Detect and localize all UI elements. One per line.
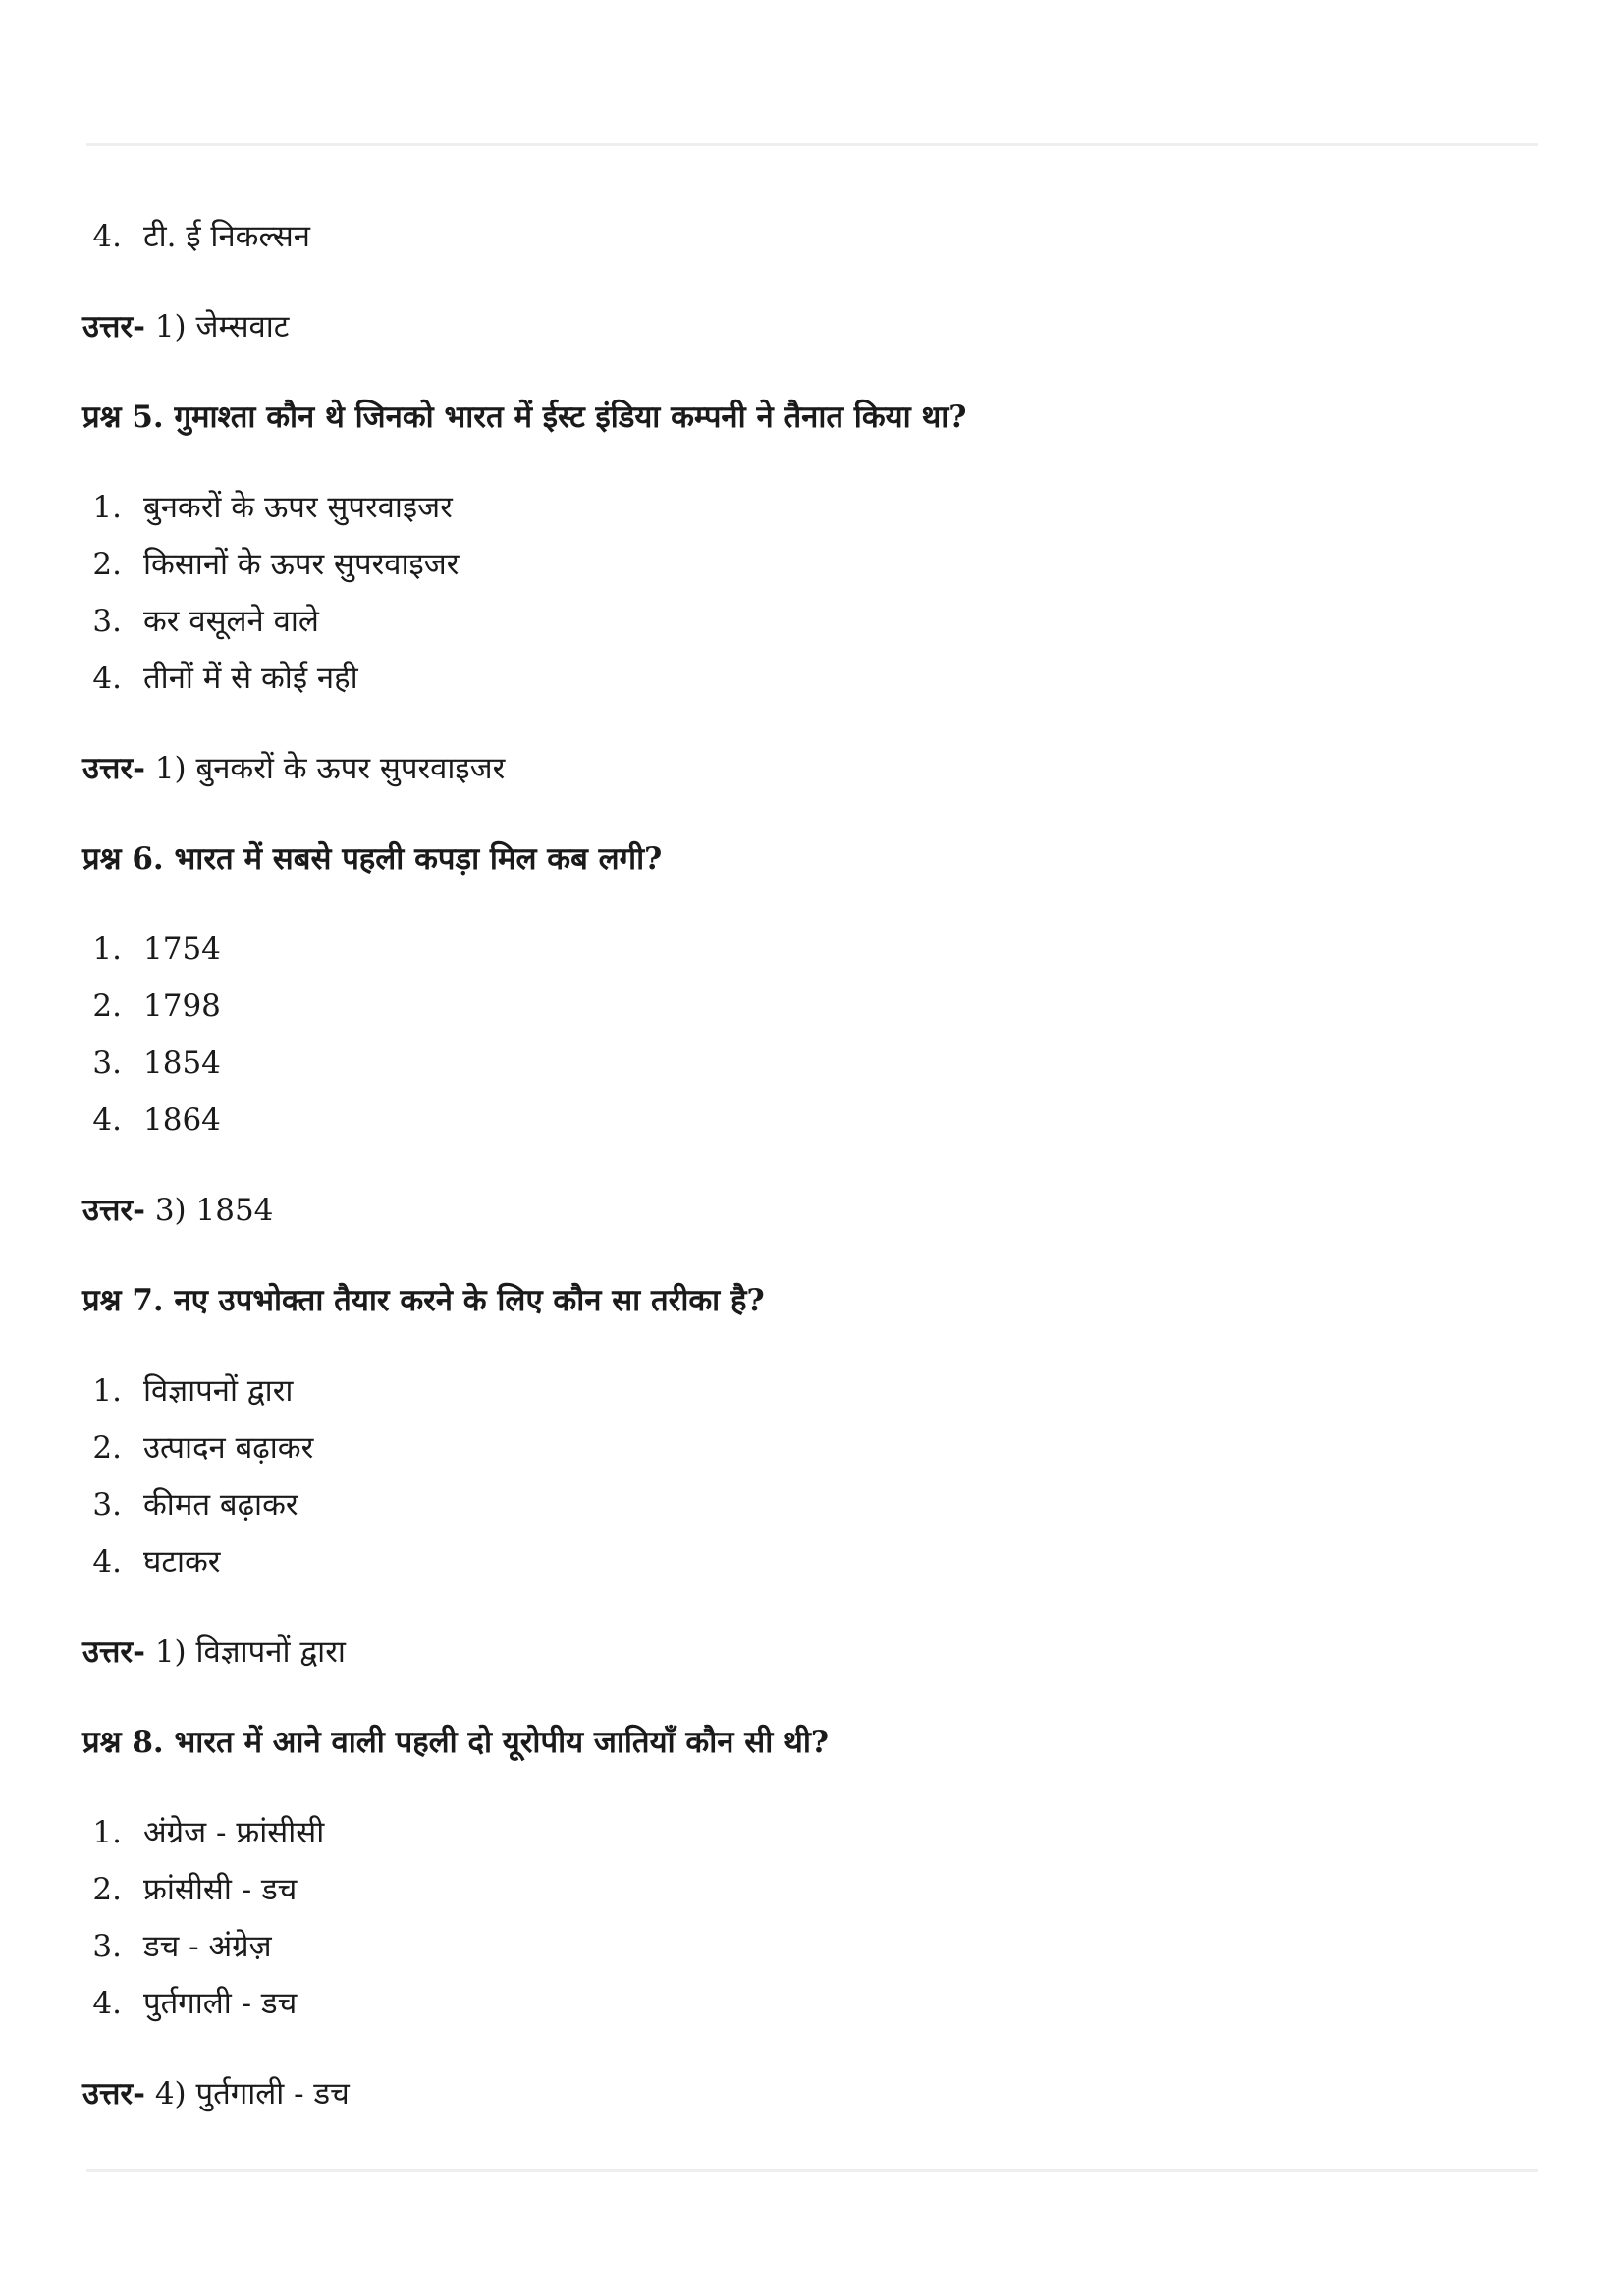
question-5: प्रश्न 5. गुमाश्ता कौन थे जिनको भारत में ईस्ट इंडिया कम्पनी ने तैनात किया था? xyxy=(82,400,967,435)
answer-label: उत्तर- xyxy=(82,2076,145,2111)
answer-text: 4) पुर्तगाली - डच xyxy=(144,2076,350,2111)
option-text: 1754 xyxy=(143,932,221,967)
option-number: 4. xyxy=(92,1986,122,2021)
option-text: 1798 xyxy=(143,988,221,1024)
option-text: विज्ञापनों द्वारा xyxy=(143,1373,294,1409)
option-item xyxy=(82,593,1536,650)
option-item xyxy=(82,978,1536,1035)
option-number: 3. xyxy=(92,604,122,639)
option-number: 2. xyxy=(92,1872,122,1907)
option-text: कर वसूलने वाले xyxy=(143,604,319,639)
answer-line xyxy=(82,740,1536,797)
option-number: 4. xyxy=(92,1102,122,1138)
answer-text: 1) जेम्सवाट xyxy=(144,309,290,345)
bottom-divider xyxy=(86,2169,1538,2172)
option-number: 2. xyxy=(92,988,122,1024)
option-number: 3. xyxy=(92,1487,122,1522)
option-number: 1. xyxy=(92,1815,122,1850)
option-item xyxy=(82,208,1536,265)
option-number: 3. xyxy=(92,1929,122,1964)
option-item xyxy=(82,1804,1536,1861)
option-number: 1. xyxy=(92,490,122,525)
answer-line xyxy=(82,298,1536,355)
option-number: 2. xyxy=(92,547,122,582)
option-item xyxy=(82,536,1536,593)
option-item xyxy=(82,1092,1536,1148)
option-number: 4. xyxy=(92,1544,122,1579)
option-text: 1864 xyxy=(143,1102,221,1138)
option-item xyxy=(82,1035,1536,1092)
option-text: उत्पादन बढ़ाकर xyxy=(143,1430,314,1466)
option-number: 1. xyxy=(92,1373,122,1409)
option-item xyxy=(82,1362,1536,1419)
answer-text: 3) 1854 xyxy=(144,1193,274,1228)
answer-text: 1) विज्ञापनों द्वारा xyxy=(144,1634,346,1670)
answer-label: उत्तर- xyxy=(82,1193,145,1228)
page-content xyxy=(82,208,1536,2122)
option-text: डच - अंग्रेज़ xyxy=(143,1929,272,1964)
option-number: 4. xyxy=(92,219,122,254)
option-text: तीनों में से कोई नही xyxy=(143,661,358,696)
option-text: 1854 xyxy=(143,1045,221,1081)
answer-label: उत्तर- xyxy=(82,309,145,345)
option-item xyxy=(82,1975,1536,2032)
answer-line xyxy=(82,2065,1536,2122)
option-item xyxy=(82,921,1536,978)
question-8: प्रश्न 8. भारत में आने वाली पहली दो यूरोपीय जातियाँ कौन सी थी? xyxy=(82,1725,830,1760)
answer-text: 1) बुनकरों के ऊपर सुपरवाइजर xyxy=(144,751,506,786)
option-text: पुर्तगाली - डच xyxy=(143,1986,298,2021)
option-number: 4. xyxy=(92,661,122,696)
option-number: 3. xyxy=(92,1045,122,1081)
option-text: टी. ई निकल्सन xyxy=(143,219,310,254)
option-text: किसानों के ऊपर सुपरवाइजर xyxy=(143,547,460,582)
answer-line xyxy=(82,1624,1536,1681)
option-item xyxy=(82,1533,1536,1590)
question-7: प्रश्न 7. नए उपभोक्ता तैयार करने के लिए कौन सा तरीका है? xyxy=(82,1283,765,1318)
option-text: अंग्रेज - फ्रांसीसी xyxy=(143,1815,325,1850)
top-divider xyxy=(86,143,1538,146)
option-item xyxy=(82,1861,1536,1918)
option-item xyxy=(82,1419,1536,1476)
option-item xyxy=(82,479,1536,536)
answer-line xyxy=(82,1182,1536,1239)
answer-label: उत्तर- xyxy=(82,751,145,786)
option-text: फ्रांसीसी - डच xyxy=(143,1872,298,1907)
option-item xyxy=(82,1918,1536,1975)
option-item xyxy=(82,1476,1536,1533)
option-item xyxy=(82,650,1536,707)
option-text: बुनकरों के ऊपर सुपरवाइजर xyxy=(143,490,453,525)
option-text: घटाकर xyxy=(143,1544,221,1579)
question-6: प्रश्न 6. भारत में सबसे पहली कपड़ा मिल कब लगी? xyxy=(82,841,663,877)
answer-label: उत्तर- xyxy=(82,1634,145,1670)
option-number: 2. xyxy=(92,1430,122,1466)
option-number: 1. xyxy=(92,932,122,967)
option-text: कीमत बढ़ाकर xyxy=(143,1487,298,1522)
